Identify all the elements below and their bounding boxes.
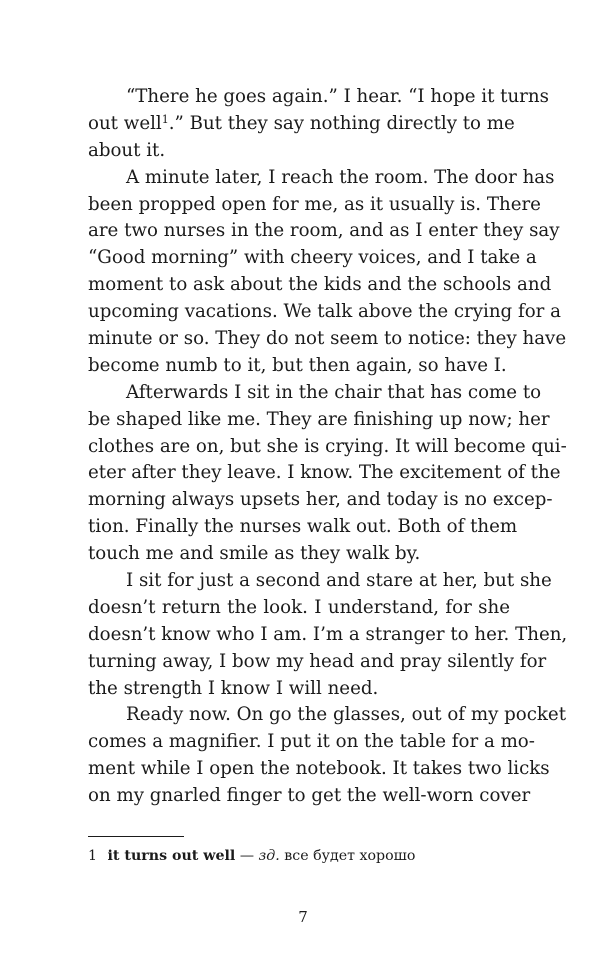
- text-line: doesn’t return the look. I understand, for she: [88, 596, 510, 618]
- text-line: on my gnarled finger to get the well-worn cover: [88, 785, 531, 807]
- text-line: Ready now. On go the glasses, out of my pocket: [126, 704, 566, 726]
- text-line: ment while I open the notebook. It takes two licks: [88, 758, 550, 780]
- text-line: upcoming vacations. We talk above the crying for a: [88, 301, 561, 323]
- text-line: comes a magnifier. I put it on the table for a mo-: [88, 731, 535, 753]
- text-line: been propped open for me, as it usually is. There: [88, 193, 541, 215]
- page-number: 7: [298, 908, 308, 926]
- body-text: [88, 84, 568, 810]
- text-line: the strength I know I will need.: [88, 677, 379, 699]
- text-line: “Good morning” with cheery voices, and I take a: [88, 247, 537, 269]
- text-line: moment to ask about the kids and the schools and: [88, 274, 552, 296]
- paragraph-3: [88, 380, 567, 568]
- footnote-ref: 1: [161, 112, 169, 126]
- footnote-translation: все будет хорошо: [284, 848, 416, 864]
- text-line: become numb to it, but then again, so have I.: [88, 354, 507, 376]
- text-line: about it.: [88, 139, 166, 161]
- paragraph-2: [88, 165, 567, 380]
- text-line: “There he goes again.” I hear. “I hope it turns: [126, 86, 549, 107]
- text-line: be shaped like me. They are finishing up now; her: [88, 408, 550, 430]
- text-line: clothes are on, but she is crying. It will become qui-: [88, 435, 567, 457]
- paragraph-4: [88, 568, 568, 702]
- text-line: A minute later, I reach the room. The door has: [126, 166, 555, 188]
- footnote-number: 1: [88, 848, 98, 864]
- footnote-dash: —: [239, 848, 255, 864]
- text-line: minute or so. They do not seem to notice: they have: [88, 328, 567, 350]
- footnote-divider: [88, 836, 184, 837]
- text-fragment: .” But they say nothing directly to me: [168, 112, 515, 134]
- text-line: turning away, I bow my head and pray silently for: [88, 650, 547, 672]
- text-line: morning always upsets her, and today is no excep-: [88, 489, 553, 511]
- text-line: are two nurses in the room, and as I enter they say: [88, 220, 560, 242]
- text-line: I sit for just a second and stare at her, but she: [126, 570, 552, 592]
- text-line: Afterwards I sit in the chair that has come to: [126, 381, 542, 403]
- text-line: [88, 111, 515, 138]
- text-line: eter after they leave. I know. The excitement of the: [88, 462, 561, 484]
- text-line: touch me and smile as they walk by.: [88, 543, 421, 565]
- paragraph-1: [88, 84, 549, 165]
- footnote-term: it turns out well: [107, 848, 236, 864]
- footnote: [88, 846, 518, 866]
- text-line: doesn’t know who I am. I’m a stranger to her. Then,: [88, 623, 568, 645]
- footnote-abbreviation: зд.: [258, 848, 280, 864]
- text-fragment: out well: [88, 112, 162, 134]
- paragraph-5: [88, 702, 566, 810]
- text-line: tion. Finally the nurses walk out. Both of them: [88, 516, 518, 538]
